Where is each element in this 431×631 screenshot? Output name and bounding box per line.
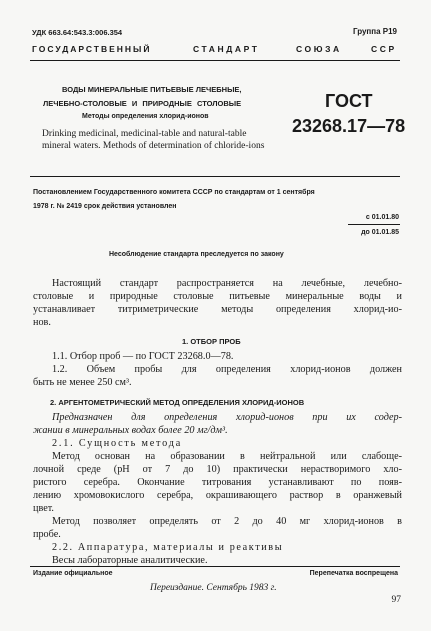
section1-heading: 1. ОТБОР ПРОБ	[182, 337, 241, 346]
section2-heading: 2. АРГЕНТОМЕТРИЧЕСКИЙ МЕТОД ОПРЕДЕЛЕНИЯ ХЛОРИД-ИОНОВ	[50, 398, 305, 407]
reissue-note: Переиздание. Сентябрь 1983 г.	[150, 583, 277, 593]
validity-from: с 01.01.80	[365, 214, 399, 221]
title-word-state: ГОСУДАРСТВЕННЫЙ	[32, 44, 152, 54]
udc-code: УДК 663.64:543.3:006.354	[32, 28, 123, 37]
subsection-2-1-line7: пробе.	[33, 529, 61, 540]
section1-item2-line1: 1.2. Объем пробы для определения хлорид-ионов должен	[52, 364, 402, 375]
intro-line1: Настоящий стандарт распространяется на лечебные, лечебно-	[52, 278, 402, 289]
gost-label: ГОСТ	[325, 91, 373, 111]
reprint-notice: Перепечатка воспрещена	[309, 570, 398, 577]
official-edition: Издание официальное	[33, 570, 113, 577]
validity-divider	[348, 224, 400, 225]
subsection-2-2-heading: 2.2. Аппаратура, материалы и реактивы	[52, 542, 284, 553]
title-word-union: СОЮЗА	[296, 44, 342, 54]
title-ru-methods: Методы определения хлорид-ионов	[82, 113, 209, 120]
subsection-2-1-line2: лочной среде (рН от 7 до 10) практически нерастворимого хло-	[33, 464, 402, 475]
title-word-standard: СТАНДАРТ	[193, 44, 260, 54]
title-en-line1: Drinking medicinal, medicinal-table and natural-table	[42, 129, 247, 139]
law-notice: Несоблюдение стандарта преследуется по закону	[109, 251, 284, 258]
group-code: Группа Р19	[352, 27, 397, 36]
intro-line2: столовые и природные столовые питьевые минеральные воды и	[33, 291, 402, 302]
title-rule	[30, 176, 400, 177]
intro-line4: нов.	[33, 317, 51, 328]
title-word-ssr: ССР	[371, 44, 397, 54]
decree-line2: 1978 г. № 2419 срок действия установлен	[33, 203, 177, 210]
subsection-2-1-line5: цвет.	[33, 503, 54, 514]
page-number: 97	[391, 595, 401, 605]
section2-purpose-line1: Предназначен для определения хлорид-ионов при их содер-	[52, 412, 402, 423]
section1-item2-line2: быть не менее 250 см³.	[33, 377, 132, 388]
subsection-2-2-line1: Весы лабораторные аналитические.	[52, 555, 208, 566]
validity-to: до 01.01.85	[361, 229, 399, 236]
header-rule	[30, 60, 400, 61]
subsection-2-1-line6: Метод позволяет определять от 2 до 40 мг хлорид-ионов в	[52, 516, 402, 527]
decree-line1: Постановлением Государственного комитета СССР по стандартам от 1 сентября	[33, 189, 315, 196]
subsection-2-1-line3: ристого серебра. Окончание титрования устанавливают по появ-	[33, 477, 402, 488]
subsection-2-1-line1: Метод основан на образовании в нейтральной или слабоще-	[52, 451, 402, 462]
gost-number: 23268.17—78	[292, 116, 406, 136]
section1-item1: 1.1. Отбор проб — по ГОСТ 23268.0—78.	[52, 351, 234, 362]
subsection-2-1-heading: 2.1. Сущность метода	[52, 438, 183, 449]
intro-line3: устанавливает титриметрические методы определения хлорид-ио-	[33, 304, 402, 315]
footer-rule	[30, 566, 400, 567]
title-ru-line2: ЛЕЧЕБНО-СТОЛОВЫЕ И ПРИРОДНЫЕ СТОЛОВЫЕ	[43, 99, 242, 108]
title-en-line2: mineral waters. Methods of determination of chloride-ions	[42, 141, 265, 151]
section2-purpose-line2: жании в минеральных водах более 20 мг/дм³.	[33, 425, 228, 436]
subsection-2-1-line4: лению хромовокислого серебра, окрашивающего раствор в оранжевый	[33, 490, 402, 501]
title-ru-line1: ВОДЫ МИНЕРАЛЬНЫЕ ПИТЬЕВЫЕ ЛЕЧЕБНЫЕ,	[62, 85, 242, 94]
